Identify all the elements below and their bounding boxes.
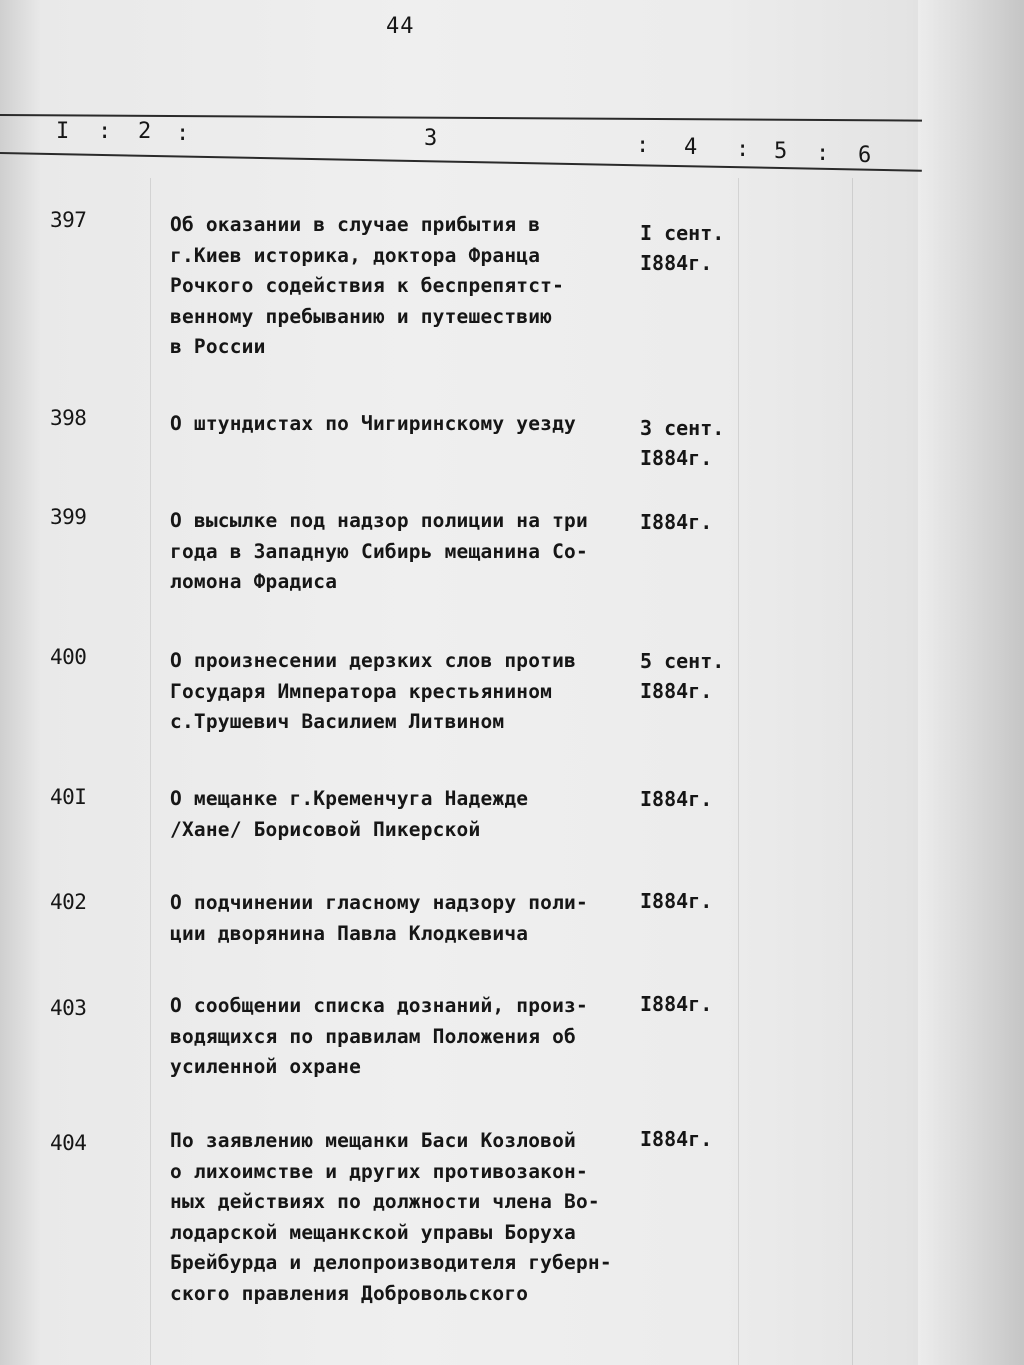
column-separator: : — [176, 121, 190, 146]
column-divider — [738, 178, 739, 1365]
entry-date: I884г. — [640, 889, 713, 913]
entry-title: О сообщении списка дознаний, произ- водящихся по правилам Положения об усиленной охране — [170, 994, 588, 1078]
entry-title: О мещанке г.Кременчуга Надежде /Хане/ Борисовой Пикерской — [170, 787, 529, 841]
column-number-1: I — [56, 119, 70, 144]
column-number-2: 2 — [138, 119, 152, 144]
entry-number: 40I — [50, 785, 87, 809]
column-separator: : — [816, 141, 830, 166]
entry-number: 400 — [50, 645, 87, 669]
entry-number: 398 — [50, 406, 87, 430]
page-number: 44 — [386, 14, 415, 39]
column-number-6: 6 — [858, 143, 872, 168]
entry-number: 397 — [50, 208, 87, 232]
entry-date: I884г. — [640, 1127, 713, 1151]
entry-date: I884г. — [640, 992, 713, 1016]
column-divider — [852, 178, 853, 1365]
entry-date: I884г. — [640, 787, 713, 811]
entry-title: О высылке под надзор полиции на три года в Западную Сибирь мещанина Со- ломона Фрадиса — [170, 509, 588, 593]
entry-number: 403 — [50, 996, 87, 1020]
entry-title: О подчинении гласному надзору поли- ции дворянина Павла Клодкевича — [170, 891, 588, 945]
entry-date: 5 сент. I884г. — [640, 649, 725, 703]
column-separator: : — [98, 119, 112, 144]
entry-title: О произнесении дерзких слов против Государя Императора крестьянином с.Трушевич Василием Литвином — [170, 649, 576, 733]
column-number-4: 4 — [684, 135, 698, 160]
entry-date: I сент. I884г. — [640, 221, 725, 275]
entry-title: По заявлению мещанки Баси Козловой о лихоимстве и других противозакон- ных действиях по должности члена Во- лодарской мещанкской управы Боруха Брейбурда и делопроизводителя губерн- ского правления Добровольского — [170, 1129, 612, 1305]
entry-title: Об оказании в случае прибытия в г.Киев историка, доктора Франца Рочкого содействия к беспрепятст- венному пребыванию и путешествию в России — [170, 213, 565, 358]
entry-number: 404 — [50, 1131, 87, 1155]
entry-date: I884г. — [640, 510, 713, 534]
column-number-3: 3 — [424, 126, 438, 151]
page-edge-shadow — [918, 0, 1024, 1365]
column-number-5: 5 — [774, 139, 788, 164]
entry-title: О штундистах по Чигиринскому уезду — [170, 412, 576, 435]
entry-date: 3 сент. I884г. — [640, 416, 725, 470]
column-separator: : — [636, 133, 650, 158]
entry-number: 399 — [50, 505, 87, 529]
entry-number: 402 — [50, 890, 87, 914]
column-separator: : — [736, 137, 750, 162]
column-divider — [150, 178, 151, 1365]
